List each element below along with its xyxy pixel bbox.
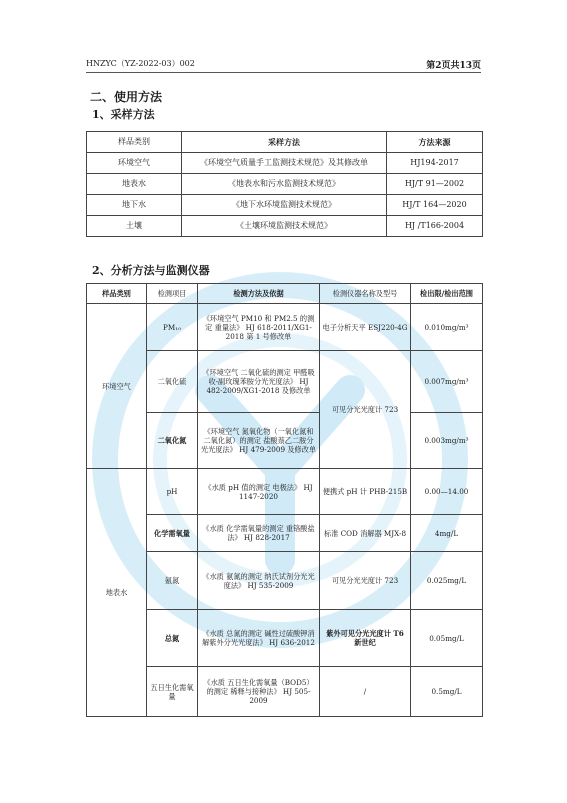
table-cell: 0.05mg/L [411,610,483,667]
header-cell: 检测项目 [147,284,198,304]
table-row [87,413,483,469]
table-row [87,153,483,174]
table-cell: 电子分析天平 ESJ220-4G [320,304,411,351]
table-cell: 《水质 五日生化需氧量（BOD5）的测定 稀释与接种法》 HJ 505-2009 [198,667,320,717]
table-row [87,304,483,351]
table-cell: 便携式 pH 计 PHB-215B [320,469,411,515]
analysis-table [86,283,483,717]
table-cell: / [320,667,411,717]
table-cell: 《环境空气 氮氧化物（一氧化氮和二氧化氮）的测定 盐酸萘乙二胺分光光度法》 HJ 479-2009 及修改单 [198,413,320,469]
header-cell: 检出限/检出范围 [411,284,483,304]
table-cell: 0.025mg/L [411,552,483,610]
table-cell: 二氧化氮 [147,413,198,469]
table-cell: 可见分光光度计 723 [320,552,411,610]
table-row [87,195,483,216]
category-cell: 地表水 [87,469,147,717]
header-cell: 样品类别 [87,132,182,153]
table-cell: 0.007mg/m³ [411,351,483,413]
table-cell: 《水质 总氮的测定 碱性过硫酸钾消解紫外分光光度法》 HJ 636-2012 [198,610,320,667]
table-row [87,351,483,413]
table-cell: 标准 COD 消解器 MJX-8 [320,515,411,552]
table-cell: 五日生化需氧量 [147,667,198,717]
table-cell: 4mg/L [411,515,483,552]
category-cell: 环境空气 [87,304,147,469]
header-cell: 样品类别 [87,284,147,304]
sampling-title: 1、采样方法 [92,108,155,121]
table-row [87,667,483,717]
section-title: 二、使用方法 [90,90,163,104]
doc-code: HNZYC（YZ-2022-03）002 [86,59,195,68]
sampling-table [86,131,483,237]
table-row [87,216,483,237]
table-cell: 可见分光光度计 723 [320,351,411,469]
header-cell: 检测方法及依据 [198,284,320,304]
table-cell: 氨氮 [147,552,198,610]
table-cell: 0.00—14.00 [411,469,483,515]
table-cell: PM₁₀ [147,304,198,351]
header-divider [86,72,481,73]
table-cell: 0.010mg/m³ [411,304,483,351]
page-info: 第2页共13页 [426,61,481,71]
table-cell: 0.003mg/m³ [411,413,483,469]
table-cell: 《环境空气 二氧化硫的测定 甲醛吸收-副玫瑰苯胺分光光度法》 HJ 482-2009/XG1-2018 及修改单 [198,351,320,413]
table-row [87,469,483,515]
table-cell: 环境空气 [87,153,182,174]
table-cell: HJ/T 164—2020 [387,195,483,216]
table-row [87,174,483,195]
table-cell: 《地下水环境监测技术规范》 [182,195,387,216]
header-cell: 方法来源 [387,132,483,153]
analysis-title: 2、分析方法与监测仪器 [92,264,210,277]
header-cell: 检测仪器名称及型号 [320,284,411,304]
header-cell: 采样方法 [182,132,387,153]
table-row [87,610,483,667]
table-cell: 总氮 [147,610,198,667]
table-cell: 土壤 [87,216,182,237]
table-cell: 《水质 pH 值的测定 电极法》 HJ 1147-2020 [198,469,320,515]
table-cell: HJ /T166-2004 [387,216,483,237]
table-row [87,552,483,610]
table-cell: HJ/T 91—2002 [387,174,483,195]
table-cell: 《水质 化学需氧量的测定 重铬酸盐法》 HJ 828-2017 [198,515,320,552]
table-cell: 地表水 [87,174,182,195]
table-cell: 紫外可见分光光度计 T6 新世纪 [320,610,411,667]
table-row [87,515,483,552]
table-cell: 二氧化硫 [147,351,198,413]
table-cell: 《土壤环境监测技术规范》 [182,216,387,237]
table-cell: 化学需氧量 [147,515,198,552]
table-cell: 《环境空气 PM10 和 PM2.5 的测定 重量法》 HJ 618-2011/XG1-2018 第 1 号修改单 [198,304,320,351]
table-cell: pH [147,469,198,515]
table-cell: 地下水 [87,195,182,216]
table-cell: 《地表水和污水监测技术规范》 [182,174,387,195]
table-cell: HJ194-2017 [387,153,483,174]
page-header [86,58,481,72]
table-cell: 《环境空气质量手工监测技术规范》及其修改单 [182,153,387,174]
table-header-row [87,284,483,304]
table-cell: 0.5mg/L [411,667,483,717]
table-cell: 《水质 氨氮的测定 纳氏试剂分光光度法》 HJ 535-2009 [198,552,320,610]
table-header-row [87,132,483,153]
